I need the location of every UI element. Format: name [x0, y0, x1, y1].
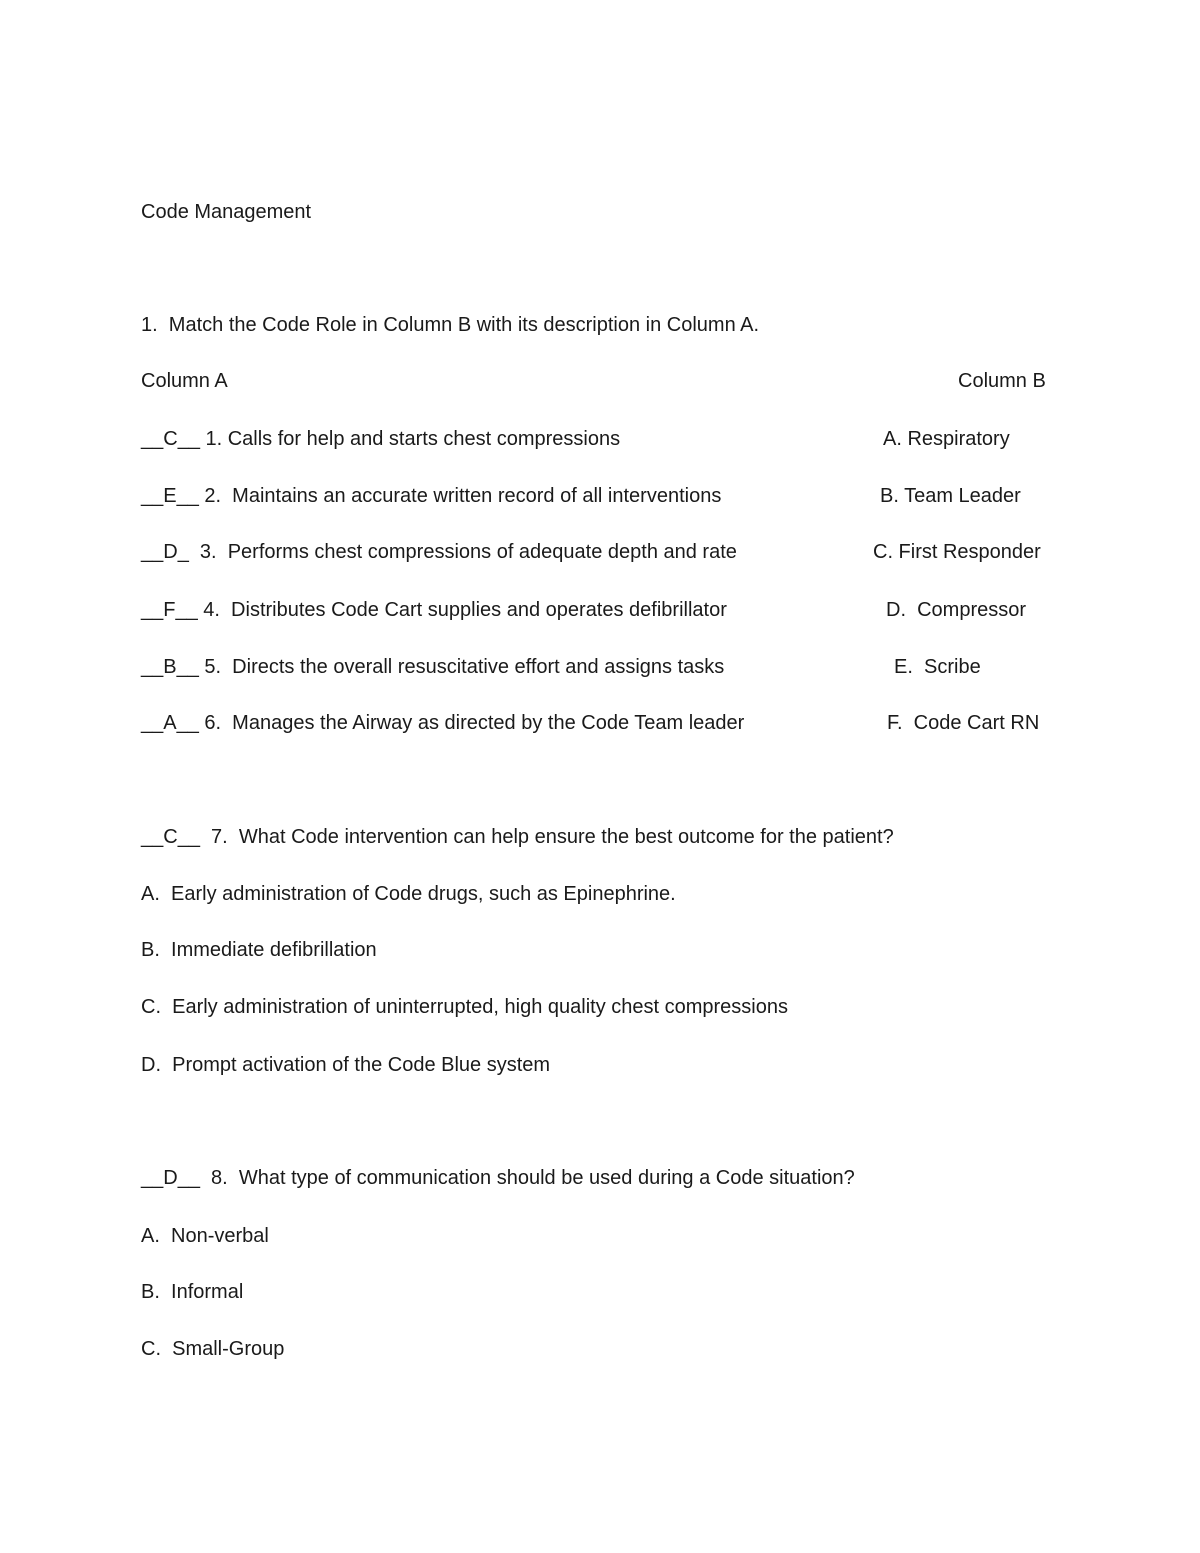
question-8: __D__ 8. What type of communication should be used during a Code situation? [141, 1167, 855, 1189]
question-8-option-a: A. Non-verbal [141, 1225, 269, 1247]
column-b-item-f: F. Code Cart RN [887, 712, 1040, 734]
column-a-item-4: __F__ 4. Distributes Code Cart supplies and operates defibrillator [141, 599, 727, 621]
column-b-item-e: E. Scribe [894, 656, 981, 678]
question-7-option-d: D. Prompt activation of the Code Blue system [141, 1054, 551, 1076]
column-b-header: Column B [958, 370, 1046, 392]
column-b-item-a: A. Respiratory [883, 428, 1010, 450]
column-b-item-d: D. Compressor [886, 599, 1027, 621]
question-7-option-a: A. Early administration of Code drugs, such as Epinephrine. [141, 883, 676, 905]
question-1-prompt: 1. Match the Code Role in Column B with its description in Column A. [141, 314, 760, 336]
column-b-item-b: B. Team Leader [880, 485, 1021, 507]
column-b-item-c: C. First Responder [873, 541, 1041, 563]
column-a-item-2: __E__ 2. Maintains an accurate written record of all interventions [141, 485, 722, 507]
column-a-item-6: __A__ 6. Manages the Airway as directed by the Code Team leader [141, 712, 745, 734]
question-8-option-c: C. Small-Group [141, 1338, 285, 1360]
column-a-item-5: __B__ 5. Directs the overall resuscitative effort and assigns tasks [141, 656, 725, 678]
column-a-item-1: __C__ 1. Calls for help and starts chest compressions [141, 428, 621, 450]
document-title: Code Management [141, 201, 312, 223]
question-7: __C__ 7. What Code intervention can help ensure the best outcome for the patient? [141, 826, 894, 848]
question-7-option-b: B. Immediate defibrillation [141, 939, 377, 961]
question-8-option-b: B. Informal [141, 1281, 244, 1303]
column-a-item-3: __D_ 3. Performs chest compressions of adequate depth and rate [141, 541, 737, 563]
column-a-header: Column A [141, 370, 228, 392]
question-7-option-c: C. Early administration of uninterrupted, high quality chest compressions [141, 996, 788, 1018]
